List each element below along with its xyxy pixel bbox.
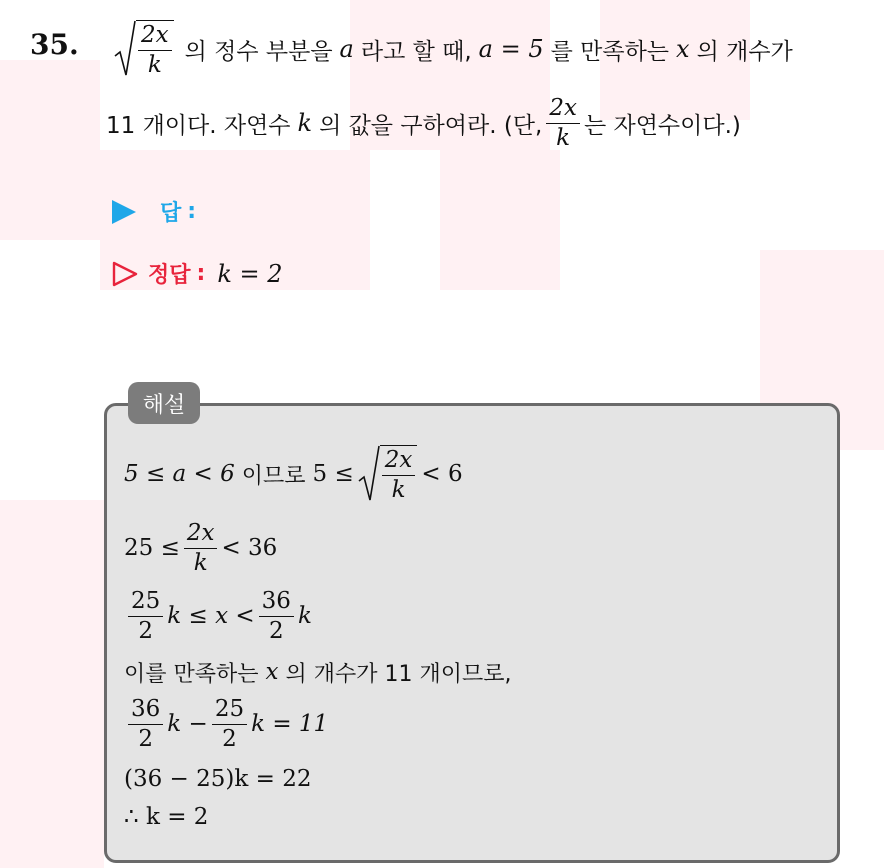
solution-line-6: (36 − 25)k = 22 — [124, 766, 312, 792]
sqrt-expression — [358, 445, 418, 503]
problem-text: 를 만족하는 — [550, 38, 670, 65]
solution-tab: 해설 — [128, 382, 200, 424]
answer-label: 답 — [160, 201, 182, 226]
problem-text: 의 개수가 — [696, 38, 793, 65]
solution-line-2: 25 ≤ $\frac{2x}{k}$ < 36 — [124, 519, 278, 576]
radical-sign-icon — [358, 445, 380, 503]
variable-x: x — [676, 35, 690, 63]
problem-text: 는 자연수이다.) — [583, 112, 741, 139]
problem-text: 의 값을 구하여라. (단, — [319, 112, 543, 139]
fraction: $\frac{25}{2}$ — [212, 698, 247, 751]
solution-line-3: $\frac{25}{2}$ k ≤ x < $\frac{36}{2}$ k — [124, 586, 312, 646]
play-triangle-icon — [112, 200, 136, 224]
fraction: $\frac{25}{2}$ — [128, 590, 163, 643]
problem-text: 11 개이다. 자연수 — [106, 112, 291, 139]
variable-a: a — [339, 35, 354, 63]
sqrt-expression — [114, 20, 174, 78]
radical-sign-icon — [114, 20, 136, 78]
solution-line-5: $\frac{36}{2}$ k − $\frac{25}{2}$ k = 11 — [124, 694, 328, 754]
answer-colon: : — [187, 199, 197, 224]
fraction: $\frac{2x}{k}$ — [546, 97, 580, 150]
equation: a = 5 — [478, 35, 544, 63]
fraction: $\frac{2x}{k}$ — [184, 522, 218, 575]
fraction: $\frac{36}{2}$ — [259, 590, 294, 643]
correct-answer-label: 정답 — [148, 263, 191, 288]
outline-triangle-icon — [112, 261, 138, 287]
fraction: $\frac{36}{2}$ — [128, 698, 163, 751]
variable-k: k — [297, 109, 313, 137]
fraction: $\frac{2x}{k}$ — [138, 24, 172, 77]
fraction: $\frac{2x}{k}$ — [382, 449, 416, 502]
problem-text: 라고 할 때, — [360, 38, 472, 65]
answer-row — [112, 196, 208, 227]
solution-line-4: 이를 만족하는 x 의 개수가 11 개이므로, — [124, 659, 512, 687]
problem-line-2 — [106, 92, 741, 154]
problem-number: 35. — [30, 28, 79, 61]
correct-answer-row — [112, 258, 283, 289]
problem-line-1 — [110, 18, 793, 80]
correct-answer-value: k = 2 — [217, 259, 283, 288]
solution-line-7: ∴ k = 2 — [124, 804, 209, 830]
problem-text: 의 정수 부분을 — [184, 38, 333, 65]
solution-line-1: 5 ≤ a < 6 이므로 5 ≤ $\frac{2x}{k}$ < 6 — [124, 447, 463, 503]
answer-colon: : — [196, 261, 206, 286]
